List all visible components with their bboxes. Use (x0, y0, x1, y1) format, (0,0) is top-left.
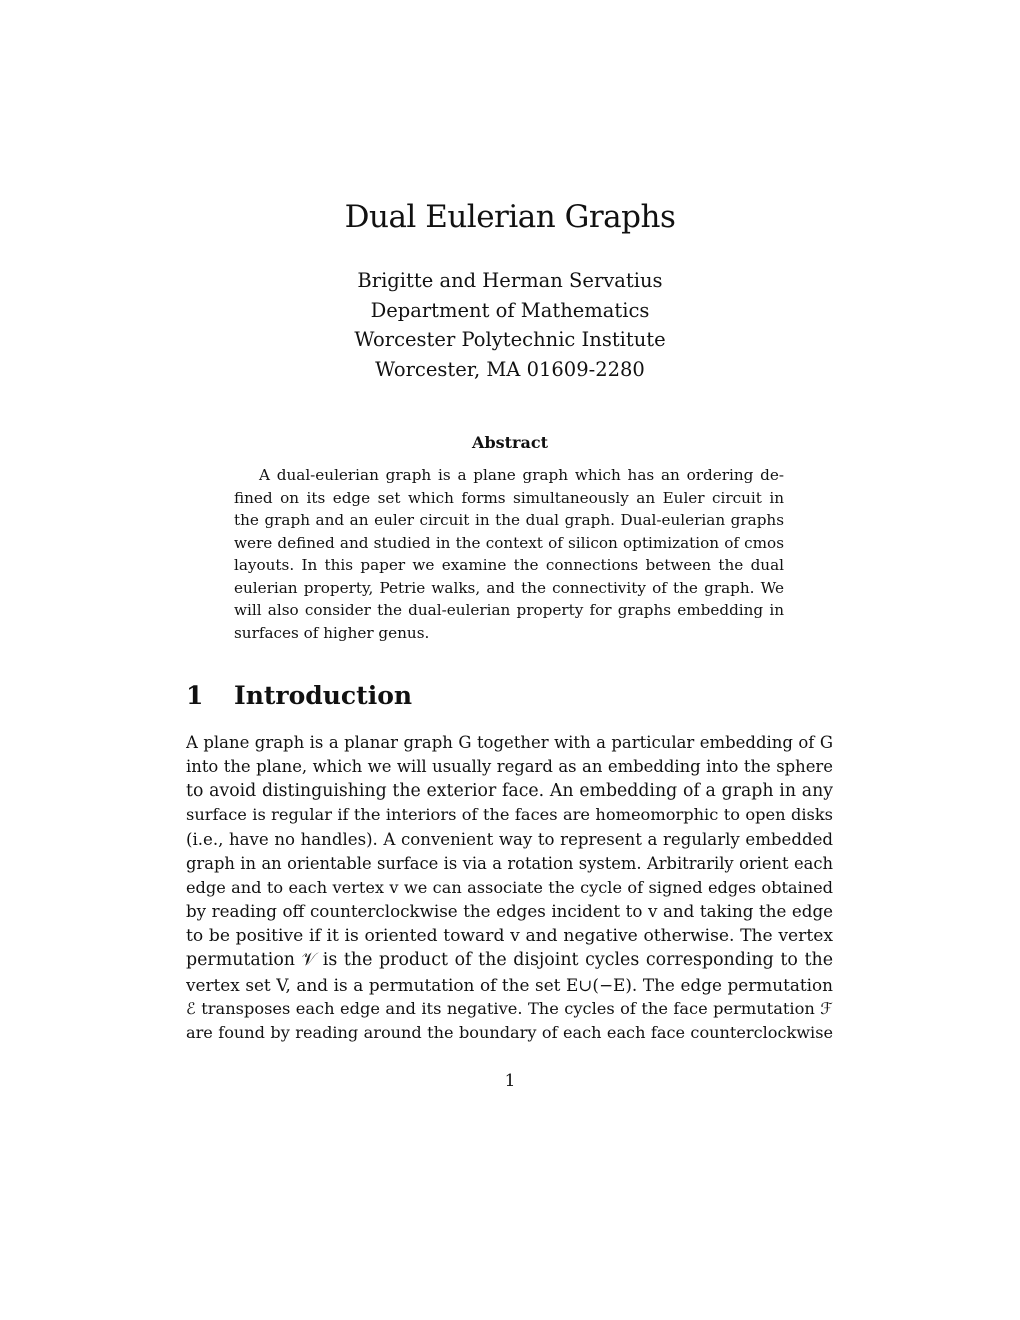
body-line: edge and to each vertex v we can associate the cycle of signed edges obtained (186, 877, 833, 897)
abstract-line: A dual-eulerian graph is a plane graph which has an ordering de- (259, 466, 784, 484)
body-line: are found by reading around the boundary of each each face counterclockwise (186, 1022, 833, 1042)
abstract-text (234, 464, 784, 644)
body-line: into the plane, which we will usually regard as an embedding into the sphere (186, 757, 833, 777)
body-line: to be positive if it is oriented toward v and negative otherwise. The vertex (186, 926, 833, 947)
body-line: surface is regular if the interiors of the faces are homeomorphic to open disks (186, 805, 833, 825)
section-title: Introduction (234, 681, 413, 710)
body-text (186, 731, 833, 1045)
abstract-heading: Abstract (472, 433, 548, 452)
author-block (0, 266, 1020, 384)
abstract-line: the graph and an euler circuit in the dual graph. Dual-eulerian graphs (234, 511, 784, 529)
body-line: ℰ transposes each edge and its negative. The cycles of the face permutation ℱ (186, 998, 833, 1018)
body-line: to avoid distinguishing the exterior face. An embedding of a graph in any (186, 781, 833, 802)
body-line: (i.e., have no handles). A convenient way to represent a regularly embedded (186, 829, 833, 849)
abstract-line: eulerian property, Petrie walks, and the connectivity of the graph. We (234, 578, 784, 597)
abstract-line: surfaces of higher genus. (234, 623, 430, 642)
author-institution: Worcester Polytechnic Institute (354, 328, 666, 351)
body-line: A plane graph is a planar graph G together with a particular embedding of G (186, 733, 833, 752)
abstract-line: layouts. In this paper we examine the connections between the dual (234, 556, 784, 574)
abstract-line: were defined and studied in the context of silicon optimization of cmos (234, 533, 784, 552)
abstract-line: fined on its edge set which forms simultaneously an Euler circuit in (234, 488, 784, 507)
page-number: 1 (504, 1071, 516, 1091)
abstract-line: will also consider the dual-eulerian property for graphs embedding in (234, 601, 784, 619)
paper-title: Dual Eulerian Graphs (344, 199, 676, 235)
author-department: Department of Mathematics (370, 298, 650, 322)
body-line: graph in an orientable surface is via a rotation system. Arbitrarily orient each (186, 853, 833, 873)
author-address: Worcester, MA 01609-2280 (375, 357, 645, 381)
body-line: by reading off counterclockwise the edges incident to v and taking the edge (186, 902, 833, 922)
author-names: Brigitte and Herman Servatius (357, 269, 663, 292)
section-heading (186, 679, 412, 713)
section-number: 1 (186, 681, 204, 710)
body-line: permutation 𝒱 is the product of the disjoint cycles corresponding to the (186, 950, 833, 971)
body-line: vertex set V, and is a permutation of the set E∪(−E). The edge permutation (186, 974, 833, 995)
